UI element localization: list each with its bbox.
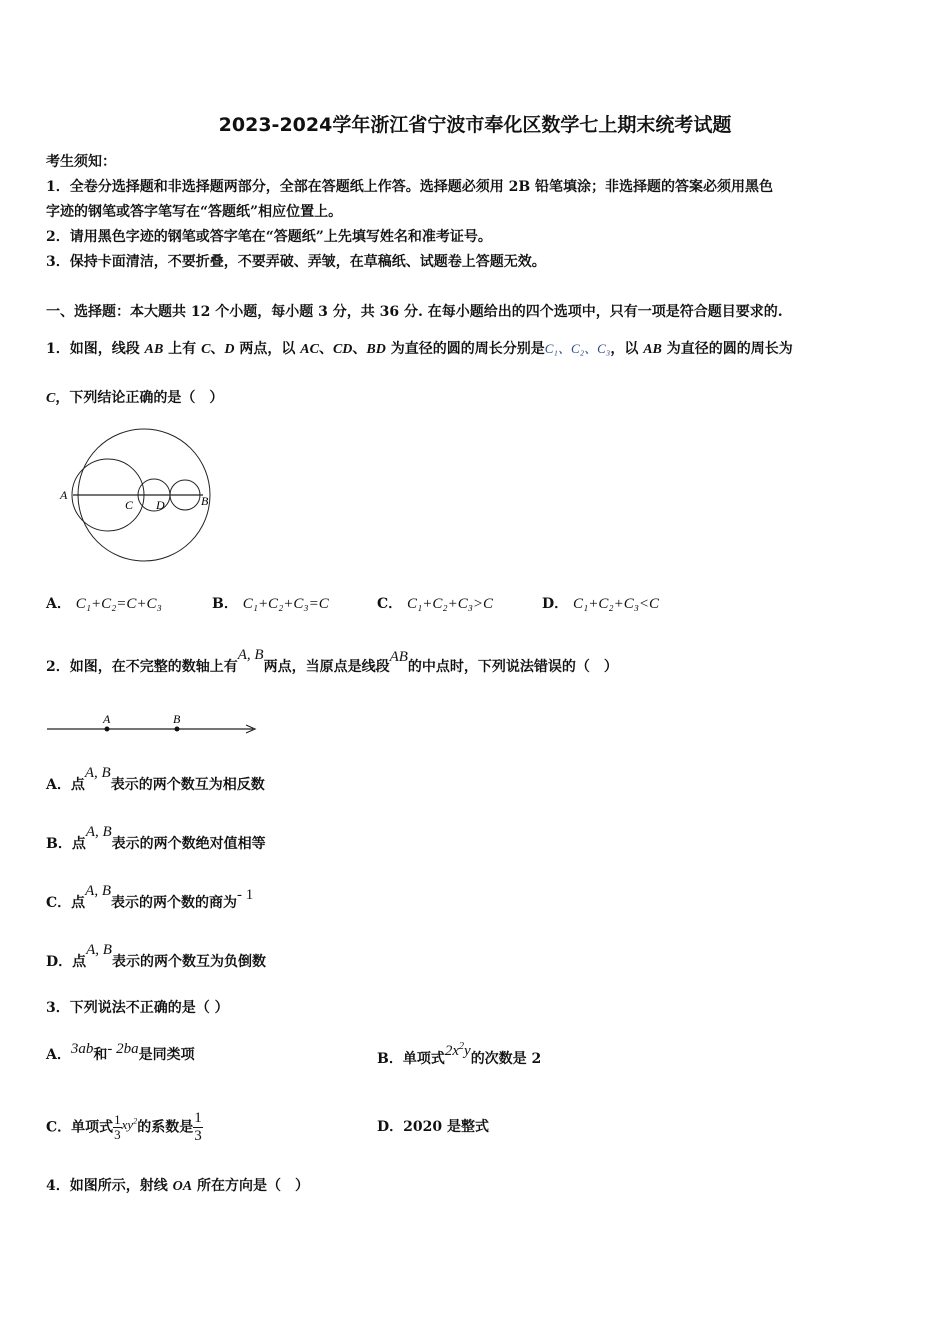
point-a <box>105 727 110 732</box>
option-letter: C．点 <box>46 895 86 911</box>
option-text: 是同类项 <box>138 1047 195 1063</box>
option-exponent: 2 <box>459 1041 465 1052</box>
fraction-denominator: 3 <box>114 1127 121 1142</box>
q1-var: AB <box>144 342 164 357</box>
q1-text: 、 <box>210 341 225 357</box>
option-points: A, B <box>85 883 111 899</box>
option-expr: 2x <box>444 1043 460 1059</box>
q1-text: 两点，以 <box>234 341 301 357</box>
option-text: 的次数是 2 <box>470 1051 542 1067</box>
q1-text: 、 <box>318 341 333 357</box>
q1-circumferences: C₁、C₂、C₃ <box>544 341 611 356</box>
q1-option-b[interactable] <box>212 594 329 614</box>
coefficient-fraction <box>113 1113 122 1142</box>
q4-text: 所在方向是（ ） <box>192 1178 309 1194</box>
point-b <box>175 727 180 732</box>
q1-option-c[interactable] <box>377 594 493 614</box>
option-text: 的系数是 <box>137 1119 194 1136</box>
option-points: A, B <box>86 942 112 958</box>
q1-circles-figure <box>55 425 225 565</box>
question-4-stem <box>46 1176 309 1197</box>
q2-points: A, B <box>237 647 264 663</box>
q2-option-a[interactable] <box>46 765 265 795</box>
notice-item-2: 2．请用黑色字迹的钢笔或答字笔在“答题纸”上先填写姓名和准考证号。 <box>46 229 492 245</box>
option-value: - 1 <box>236 887 254 903</box>
q1-var: AB <box>643 342 662 357</box>
q1-text: ，下列结论正确的是（ ） <box>55 390 224 406</box>
option-letter: C． <box>377 596 403 612</box>
option-text: 表示的两个数互为负倒数 <box>111 954 266 970</box>
option-expr: - 2ba <box>107 1041 139 1057</box>
q2-text: 2．如图，在不完整的数轴上有 <box>46 659 238 675</box>
fraction-numerator: 1 <box>114 1112 121 1127</box>
option-text: 表示的两个数绝对值相等 <box>111 836 266 852</box>
q1-option-d[interactable] <box>542 594 659 614</box>
fraction-denominator: 3 <box>194 1128 202 1144</box>
answer-fraction <box>193 1110 203 1145</box>
label-d: D <box>156 498 165 512</box>
option-text: 表示的两个数的商为 <box>110 895 237 911</box>
question-3-stem: 3．下列说法不正确的是（ ） <box>46 1000 229 1016</box>
option-letter: A． <box>46 1047 71 1063</box>
q4-var: OA <box>172 1179 193 1194</box>
question-1-stem <box>46 339 793 360</box>
option-points: A, B <box>84 765 111 781</box>
q1-text: 1．如图，线段 <box>46 341 145 357</box>
option-expr: C₁+C₂+C₃<C <box>573 596 660 612</box>
option-letter: C．单项式 <box>46 1119 114 1136</box>
q1-text: 为直径的圆的周长分别是 <box>385 341 545 357</box>
option-letter: A．点 <box>46 777 85 793</box>
option-letter: D． <box>542 596 569 612</box>
q1-var: CD <box>332 342 353 357</box>
option-expr: y <box>464 1043 471 1059</box>
option-expr: 3ab <box>70 1041 94 1057</box>
q2-text: 的中点时，下列说法错误的（ ） <box>407 659 618 675</box>
fraction-numerator: 1 <box>194 1110 202 1126</box>
q1-var: D <box>224 342 235 357</box>
option-letter: D．点 <box>46 954 87 970</box>
label-a: A <box>60 488 68 502</box>
q2-option-d[interactable] <box>46 942 266 972</box>
q2-text: 两点，当原点是线段 <box>263 659 390 675</box>
q1-text: 为直径的圆的周长为 <box>661 341 793 357</box>
label-b: B <box>201 494 209 508</box>
notice-heading: 考生须知： <box>46 154 116 170</box>
page-title: 2023-2024学年浙江省宁波市奉化区数学七上期末统考试题 <box>218 114 732 136</box>
q1-text: ，以 <box>610 341 644 357</box>
option-expr: C₁+C₂+C₃>C <box>407 596 494 612</box>
label-c: C <box>125 498 134 512</box>
option-letter: A． <box>46 596 71 612</box>
option-exponent: 2 <box>133 1116 138 1126</box>
option-expr: xy <box>121 1116 134 1132</box>
q3-option-d[interactable]: D．2020 是整式 <box>377 1119 489 1135</box>
option-letter: B．点 <box>46 836 86 852</box>
q1-var: BD <box>366 342 386 357</box>
q4-text: 4．如图所示，射线 <box>46 1178 173 1194</box>
notice-item-1-cont: 字迹的钢笔或答字笔写在“答题纸”相应位置上。 <box>46 204 343 220</box>
q1-text: 上有 <box>163 341 202 357</box>
option-text: 表示的两个数互为相反数 <box>110 777 265 793</box>
label-a: A <box>103 712 111 726</box>
notice-item-3: 3．保持卡面清洁，不要折叠，不要弄破、弄皱，在草稿纸、试题卷上答题无效。 <box>46 254 546 270</box>
option-text: 和 <box>93 1047 108 1063</box>
q1-var: C <box>201 342 211 357</box>
option-expr: C₁+C₂+C₃=C <box>242 596 329 612</box>
question-2-stem <box>46 647 618 677</box>
q2-segment: AB <box>389 649 408 665</box>
q2-option-b[interactable] <box>46 824 266 854</box>
q3-option-b[interactable] <box>377 1041 542 1069</box>
q3-option-a[interactable] <box>46 1041 195 1065</box>
option-letter: B．单项式 <box>377 1051 445 1067</box>
option-expr: C₁+C₂=C+C₃ <box>75 596 162 612</box>
section-heading: 一、选择题：本大题共 12 个小题，每小题 3 分，共 36 分. 在每小题给出的四个选项中，只有一项是符合题目要求的. <box>46 304 783 320</box>
q2-number-line <box>45 710 265 740</box>
q1-var: C <box>46 391 56 406</box>
question-1-stem-line2 <box>46 388 223 409</box>
option-letter: B． <box>212 596 238 612</box>
q1-var: AC <box>300 342 319 357</box>
notice-item-1: 1．全卷分选择题和非选择题两部分，全部在答题纸上作答。选择题必须用 2B 铅笔填涂；非选择题的答案必须用黑色 <box>46 179 774 195</box>
q3-option-c[interactable] <box>46 1110 203 1145</box>
option-points: A, B <box>85 824 112 840</box>
q2-option-c[interactable] <box>46 883 254 913</box>
label-b: B <box>173 712 181 726</box>
q1-text: 、 <box>352 341 367 357</box>
q1-option-a[interactable] <box>46 594 162 614</box>
